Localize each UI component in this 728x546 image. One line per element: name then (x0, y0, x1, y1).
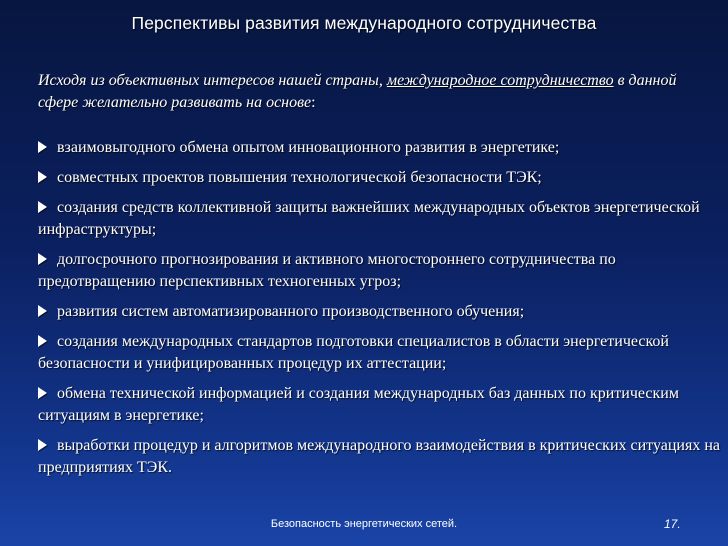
arrow-bullet-icon (38, 253, 47, 265)
bullet-item (38, 167, 722, 189)
bullet-item (38, 383, 722, 427)
arrow-bullet-icon (38, 141, 47, 153)
arrow-bullet-icon (38, 305, 47, 317)
bullet-item (38, 249, 722, 293)
bullet-item (38, 137, 722, 159)
bullet-text: развития систем автоматизированного производственного обучения; (57, 303, 525, 320)
bullet-item (38, 331, 722, 375)
page-number: 17. (664, 517, 681, 531)
bullet-text: обмена технической информацией и создания международных баз данных по критическим ситуациям в энергетике; (38, 385, 679, 424)
bullet-text: взаимовыгодного обмена опытом инновационного развития в энергетике; (57, 139, 560, 156)
intro-underlined-text: международное сотрудничество (386, 72, 614, 89)
bullet-text: создания средств коллективной защиты важнейших международных объектов энергетической инфраструктуры; (38, 199, 700, 238)
slide-title: Перспективы развития международного сотрудничества (131, 13, 597, 33)
intro-colon: : (311, 94, 316, 111)
bullet-item (38, 197, 722, 241)
bullet-text: совместных проектов повышения технологической безопасности ТЭК; (57, 169, 542, 186)
arrow-bullet-icon (38, 171, 47, 183)
arrow-bullet-icon (38, 439, 47, 451)
arrow-bullet-icon (38, 335, 47, 347)
bullet-list (38, 137, 722, 487)
arrow-bullet-icon (38, 387, 47, 399)
intro-text-start: Исходя из объективных интересов нашей страны, (38, 72, 387, 89)
arrow-bullet-icon (38, 201, 47, 213)
bullet-text: выработки процедур и алгоритмов международного взаимодействия в критических ситуациях на предприятиях ТЭК. (38, 437, 720, 476)
bullet-text: создания международных стандартов подготовки специалистов в области энергетической безопасности и унифицированных процедур их аттестации; (38, 333, 669, 372)
bullet-item (38, 301, 722, 323)
bullet-text: долгосрочного прогнозирования и активного многостороннего сотрудничества по предотвращению перспективных техногенных угроз; (38, 251, 616, 290)
bullet-item (38, 435, 722, 479)
slide-footer: Безопасность энергетических сетей. (270, 518, 458, 530)
intro-text-end: в данной сфере желательно развивать на основе (38, 72, 677, 111)
intro-paragraph (38, 70, 718, 114)
